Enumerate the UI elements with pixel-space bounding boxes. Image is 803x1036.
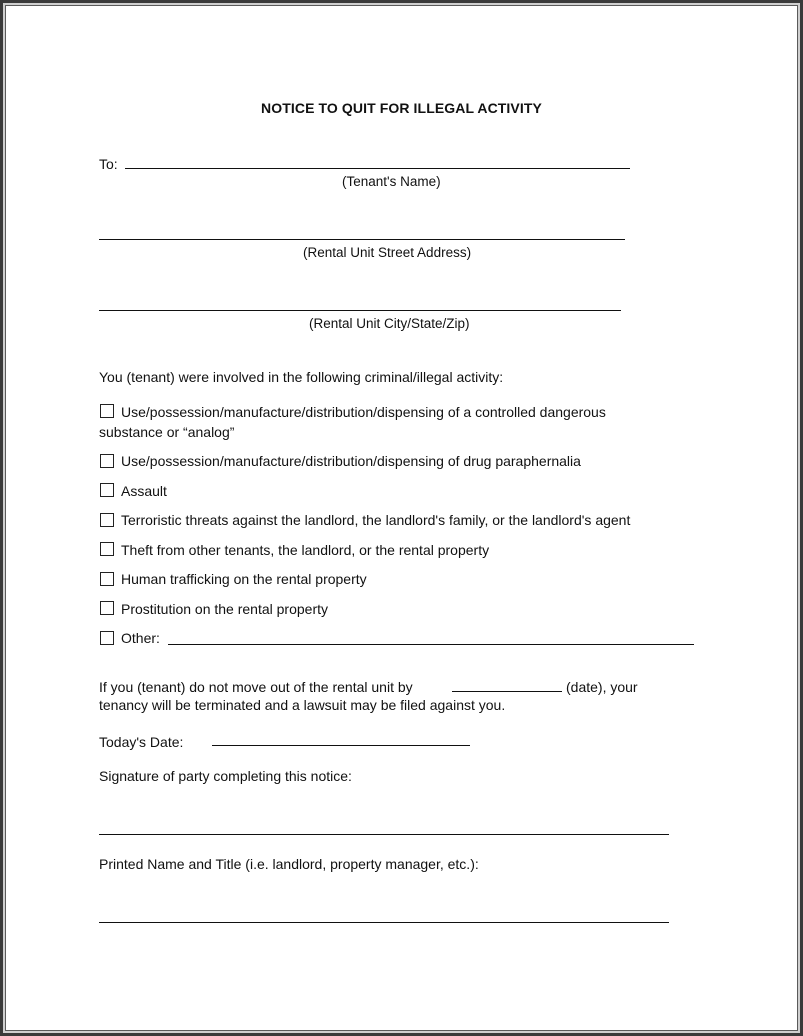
activity-label-prostitution: Prostitution on the rental property — [121, 601, 329, 617]
todays-date-label: Today's Date: — [99, 734, 184, 750]
city-state-zip-caption: (Rental Unit City/State/Zip) — [309, 316, 470, 331]
other-activity-field[interactable] — [168, 644, 694, 645]
tenant-name-field[interactable] — [125, 168, 630, 169]
activity-label-theft: Theft from other tenants, the landlord, or the rental property — [121, 542, 490, 558]
tenant-name-caption: (Tenant's Name) — [342, 174, 441, 189]
activity-checkbox-theft[interactable] — [100, 542, 114, 556]
activity-label-other: Other: — [121, 630, 160, 646]
move-out-date-field[interactable] — [452, 691, 562, 692]
to-label: To: — [99, 156, 118, 172]
todays-date-field[interactable] — [212, 745, 470, 746]
activity-checkbox-other[interactable] — [100, 631, 114, 645]
city-state-zip-field[interactable] — [99, 310, 621, 311]
activity-checkbox-trafficking[interactable] — [100, 572, 114, 586]
activity-intro: You (tenant) were involved in the following criminal/illegal activity: — [99, 369, 504, 385]
street-address-field[interactable] — [99, 239, 625, 240]
activity-label-cds-line2: substance or “analog” — [99, 424, 235, 440]
signature-label: Signature of party completing this notice: — [99, 768, 352, 784]
activity-checkbox-cds[interactable] — [100, 404, 114, 418]
activity-label-trafficking: Human trafficking on the rental property — [121, 571, 367, 587]
signature-field[interactable] — [99, 834, 669, 835]
activity-label-cds: Use/possession/manufacture/distribution/dispensing of a controlled dangerous — [121, 404, 606, 420]
printed-name-field[interactable] — [99, 922, 669, 923]
move-out-text-b: (date), your — [566, 679, 638, 695]
activity-checkbox-paraphernalia[interactable] — [100, 454, 114, 468]
activity-checkbox-assault[interactable] — [100, 483, 114, 497]
street-address-caption: (Rental Unit Street Address) — [303, 245, 472, 260]
printed-name-label: Printed Name and Title (i.e. landlord, property manager, etc.): — [99, 856, 479, 872]
move-out-text-c: tenancy will be terminated and a lawsuit may be filed against you. — [99, 697, 506, 713]
document-title: NOTICE TO QUIT FOR ILLEGAL ACTIVITY — [261, 100, 542, 116]
activity-label-assault: Assault — [121, 483, 167, 499]
activity-checkbox-threats[interactable] — [100, 513, 114, 527]
activity-label-threats: Terroristic threats against the landlord, the landlord's family, or the landlord's agent — [121, 512, 631, 528]
activity-label-paraphernalia: Use/possession/manufacture/distribution/dispensing of drug paraphernalia — [121, 453, 581, 469]
move-out-text-a: If you (tenant) do not move out of the rental unit by — [99, 679, 413, 695]
activity-checkbox-prostitution[interactable] — [100, 601, 114, 615]
